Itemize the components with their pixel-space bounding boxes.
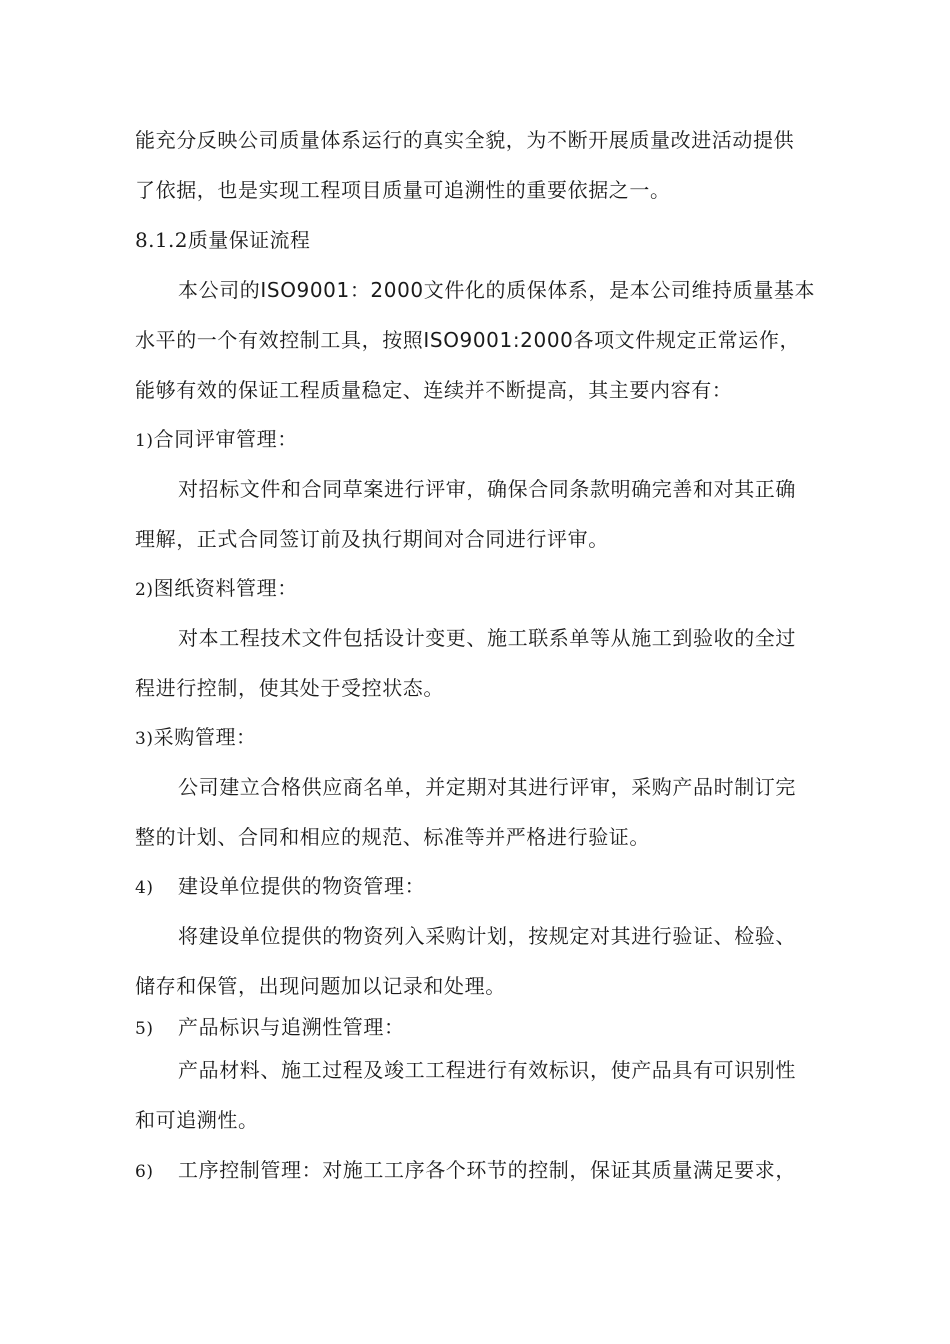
paragraph-line: 对本工程技术文件包括设计变更、施工联系单等从施工到验收的全过 (178, 626, 796, 650)
paragraph-line: 了依据，也是实现工程项目质量可追溯性的重要依据之一。 (135, 178, 671, 202)
paragraph-line: 能够有效的保证工程质量稳定、连续并不断提高，其主要内容有： (135, 378, 733, 402)
list-item-number: 2) (135, 580, 154, 600)
list-item-number: 3) (135, 729, 154, 749)
paragraph-line: 整的计划、合同和相应的规范、标准等并严格进行验证。 (135, 825, 650, 849)
list-item-number: 5) (135, 1019, 154, 1039)
section-heading: 8.1.2质量保证流程 (135, 228, 311, 252)
paragraph-line: 产品材料、施工过程及竣工工程进行有效标识，使产品具有可识别性 (178, 1058, 796, 1082)
list-item-heading (135, 725, 257, 751)
list-item-title: 工序控制管理：对施工工序各个环节的控制，保证其质量满足要求， (178, 1158, 796, 1182)
paragraph-line: 公司建立合格供应商名单，并定期对其进行评审，采购产品时制订完 (178, 775, 796, 799)
paragraph-line: 将建设单位提供的物资列入采购计划，按规定对其进行验证、检验、 (178, 924, 796, 948)
paragraph-line: 程进行控制，使其处于受控状态。 (135, 676, 444, 700)
list-item-title: 图纸资料管理： (153, 576, 298, 600)
list-item-title: 合同评审管理： (153, 427, 298, 451)
list-item-heading (135, 576, 298, 602)
list-item-heading (135, 427, 298, 453)
paragraph-line: 理解，正式合同签订前及执行期间对合同进行评审。 (135, 527, 609, 551)
paragraph-line: 本公司的ISO9001：2000文件化的质保体系，是本公司维持质量基本 (178, 278, 816, 302)
paragraph-line: 能充分反映公司质量体系运行的真实全貌，为不断开展质量改进活动提供 (135, 128, 795, 152)
list-item-number: 4) (135, 878, 154, 898)
paragraph-line: 水平的一个有效控制工具，按照ISO9001:2000各项文件规定正常运作， (135, 328, 801, 352)
list-item-title: 采购管理： (153, 725, 257, 749)
paragraph-line: 和可追溯性。 (135, 1108, 259, 1132)
list-item-number: 1) (135, 431, 154, 451)
paragraph-line: 储存和保管，出现问题加以记录和处理。 (135, 974, 506, 998)
paragraph-line: 对招标文件和合同草案进行评审，确保合同条款明确完善和对其正确 (178, 477, 796, 501)
list-item-title: 产品标识与追溯性管理： (178, 1015, 405, 1039)
list-item-title: 建设单位提供的物资管理： (178, 874, 426, 898)
list-item-number: 6) (135, 1162, 154, 1182)
